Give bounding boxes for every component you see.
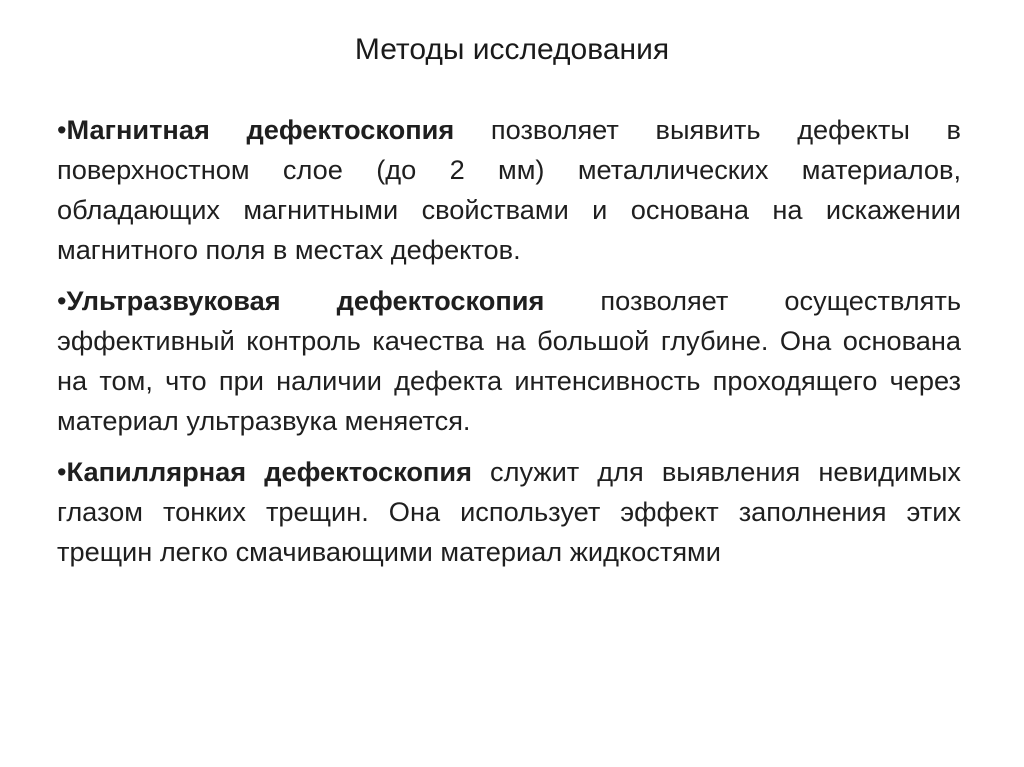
term-magnetic: Магнитная дефектоскопия	[66, 114, 455, 145]
paragraph-ultrasonic	[57, 281, 961, 441]
term-ultrasonic: Ультразвуковая дефектоскопия	[66, 285, 545, 316]
bullet-marker: •	[57, 456, 67, 487]
bullet-marker: •	[57, 114, 67, 145]
slide-body	[57, 110, 961, 583]
term-capillary: Капиллярная дефектоскопия	[66, 456, 472, 487]
slide-title: Методы исследования	[354, 33, 670, 66]
text-capillary: служит для выявления невидимых глазом тонких трещин. Она использует эффект заполнения этих трещин легко смачивающими материал жидкостями	[57, 456, 961, 567]
text-ultrasonic: позволяет осуществлять эффективный контроль качества на большой глубине. Она основана на том, что при наличии дефекта интенсивность проходящего через материал ультразвука меняется.	[57, 285, 961, 436]
paragraph-magnetic	[57, 110, 961, 270]
bullet-marker: •	[57, 285, 67, 316]
paragraph-capillary	[57, 452, 961, 572]
text-magnetic: позволяет выявить дефекты в поверхностном слое (до 2 мм) металлических материалов, обладающих магнитными свойствами и основана на искажении магнитного поля в местах дефектов.	[57, 114, 961, 265]
